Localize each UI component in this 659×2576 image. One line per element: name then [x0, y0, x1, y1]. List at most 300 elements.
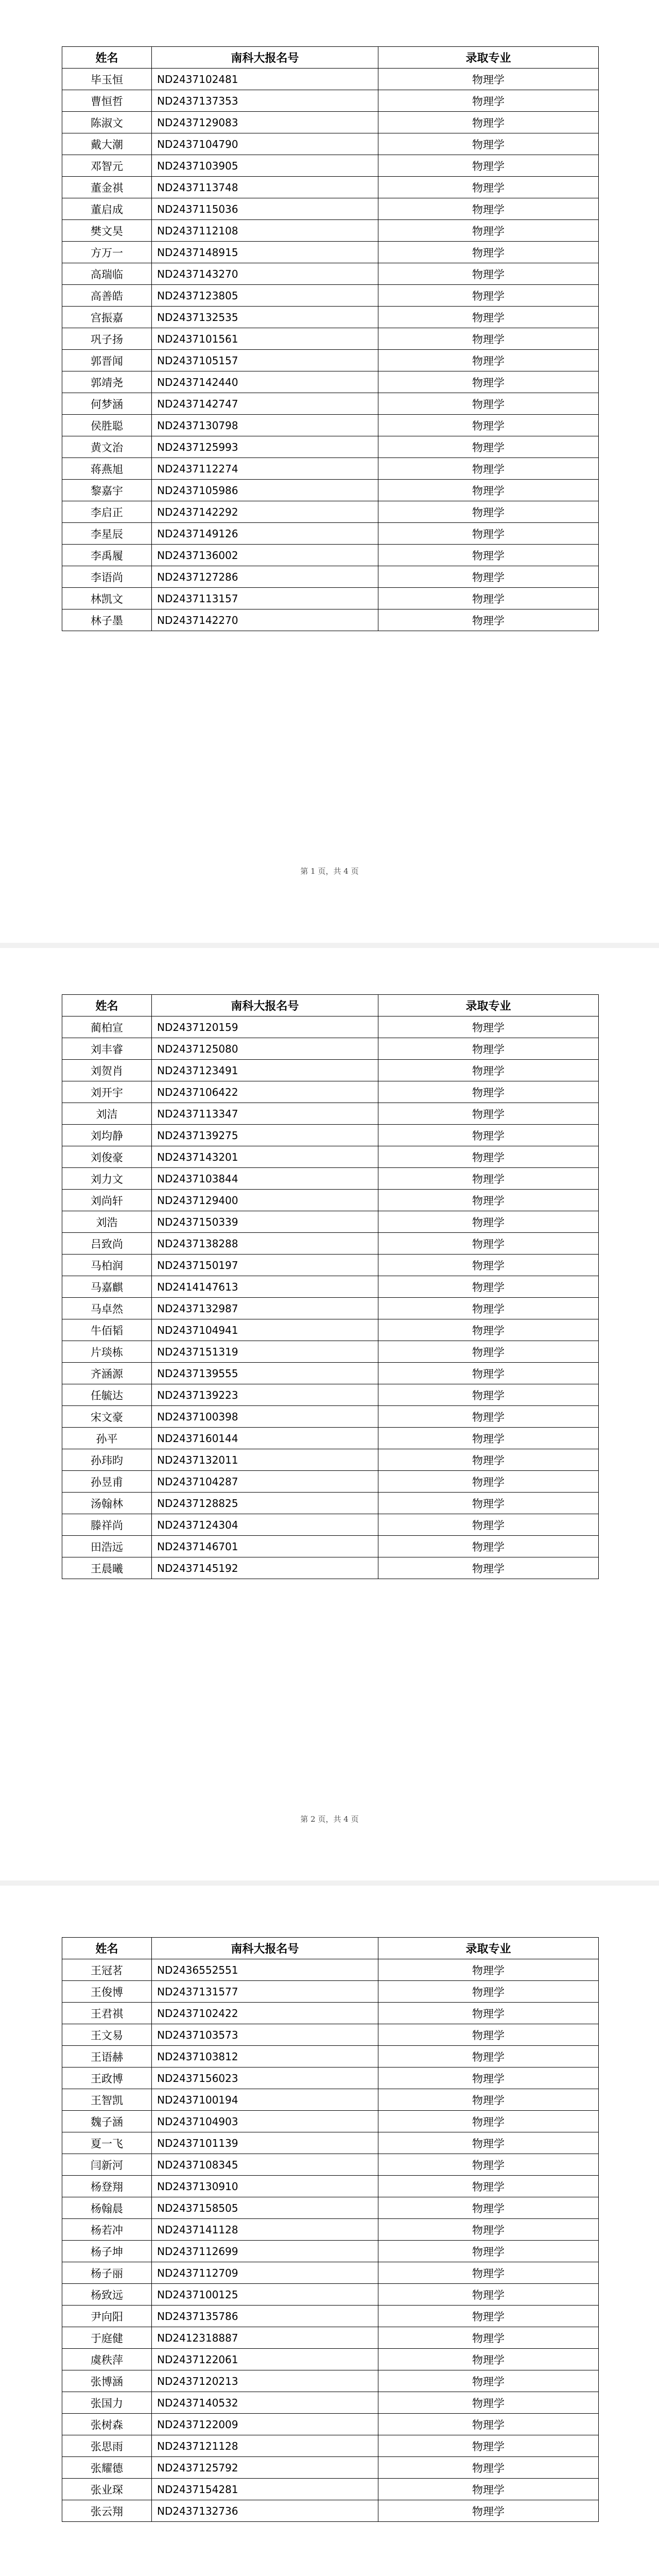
registration-number: ND2437130798 [152, 415, 378, 436]
registration-number: ND2437132011 [152, 1449, 378, 1471]
student-name: 杨子丽 [62, 2262, 152, 2284]
table-row [62, 2241, 599, 2262]
table-row [62, 1981, 599, 2003]
registration-number: ND2437149126 [152, 523, 378, 545]
registration-number: ND2437143270 [152, 263, 378, 285]
table-row [62, 1514, 599, 1536]
table-row [62, 1276, 599, 1298]
table-row [62, 2435, 599, 2457]
student-name: 林凯文 [62, 588, 152, 609]
table-row [62, 69, 599, 90]
admitted-major: 物理学 [378, 2111, 599, 2132]
table-row [62, 2024, 599, 2046]
table-row [62, 1168, 599, 1190]
header-major: 录取专业 [378, 995, 599, 1016]
admitted-major: 物理学 [378, 2024, 599, 2046]
admitted-major: 物理学 [378, 220, 599, 242]
admitted-major: 物理学 [378, 328, 599, 350]
student-name: 张业琛 [62, 2479, 152, 2500]
registration-number: ND2437139555 [152, 1363, 378, 1384]
student-name: 齐涵源 [62, 1363, 152, 1384]
student-name: 张耀德 [62, 2457, 152, 2479]
student-name: 林子墨 [62, 609, 152, 631]
registration-number: ND2437142440 [152, 371, 378, 393]
admitted-major: 物理学 [378, 2479, 599, 2500]
admitted-major: 物理学 [378, 1211, 599, 1233]
student-name: 邓智元 [62, 155, 152, 177]
student-name: 魏子涵 [62, 2111, 152, 2132]
student-name: 刘洁 [62, 1103, 152, 1125]
admitted-major: 物理学 [378, 2003, 599, 2024]
page-divider [0, 1880, 659, 1886]
table-row [62, 1557, 599, 1579]
header-major: 录取专业 [378, 47, 599, 69]
admitted-major: 物理学 [378, 2219, 599, 2241]
registration-number: ND2437143201 [152, 1146, 378, 1168]
admitted-major: 物理学 [378, 545, 599, 566]
admitted-major: 物理学 [378, 415, 599, 436]
admitted-major: 物理学 [378, 1471, 599, 1493]
registration-number: ND2437146701 [152, 1536, 378, 1557]
student-name: 黄文治 [62, 436, 152, 458]
registration-number: ND2437104941 [152, 1319, 378, 1341]
student-name: 黎嘉宇 [62, 480, 152, 501]
admitted-major: 物理学 [378, 1406, 599, 1428]
registration-number: ND2437113748 [152, 177, 378, 198]
student-name: 戴大潮 [62, 133, 152, 155]
admitted-major: 物理学 [378, 1190, 599, 1211]
registration-number: ND2437142270 [152, 609, 378, 631]
admitted-major: 物理学 [378, 1536, 599, 1557]
registration-number: ND2437156023 [152, 2067, 378, 2089]
student-name: 王政博 [62, 2067, 152, 2089]
registration-number: ND2437105157 [152, 350, 378, 371]
table-row [62, 350, 599, 371]
admitted-major: 物理学 [378, 285, 599, 307]
admitted-major: 物理学 [378, 1168, 599, 1190]
admitted-major: 物理学 [378, 1038, 599, 1060]
page-divider [0, 943, 659, 948]
registration-number: ND2437106422 [152, 1081, 378, 1103]
admitted-major: 物理学 [378, 1384, 599, 1406]
table-row [62, 263, 599, 285]
admitted-major: 物理学 [378, 1319, 599, 1341]
student-name: 毕玉恒 [62, 69, 152, 90]
admitted-major: 物理学 [378, 1493, 599, 1514]
table-header-row [62, 1938, 599, 1959]
student-name: 何梦涵 [62, 393, 152, 415]
table-row [62, 2219, 599, 2241]
registration-number: ND2437120213 [152, 2370, 378, 2392]
student-name: 任毓达 [62, 1384, 152, 1406]
admitted-major: 物理学 [378, 242, 599, 263]
table-row [62, 2089, 599, 2111]
registration-number: ND2437125993 [152, 436, 378, 458]
table-row [62, 1255, 599, 1276]
admitted-major: 物理学 [378, 2284, 599, 2306]
admitted-major: 物理学 [378, 1298, 599, 1319]
registration-number: ND2437123805 [152, 285, 378, 307]
admitted-major: 物理学 [378, 133, 599, 155]
header-name: 姓名 [62, 1938, 152, 1959]
registration-number: ND2437128825 [152, 1493, 378, 1514]
table-row [62, 2306, 599, 2327]
student-name: 杨翰晨 [62, 2197, 152, 2219]
student-name: 孙平 [62, 1428, 152, 1449]
admitted-major: 物理学 [378, 1449, 599, 1471]
table-row [62, 1493, 599, 1514]
student-name: 牛佰韬 [62, 1319, 152, 1341]
table-row [62, 328, 599, 350]
registration-number: ND2437112699 [152, 2241, 378, 2262]
admitted-major: 物理学 [378, 2457, 599, 2479]
registration-number: ND2437104790 [152, 133, 378, 155]
student-name: 董金祺 [62, 177, 152, 198]
admitted-major: 物理学 [378, 2262, 599, 2284]
header-number: 南科大报名号 [152, 47, 378, 69]
registration-number: ND2437130910 [152, 2176, 378, 2197]
table-row [62, 1319, 599, 1341]
table-row [62, 2414, 599, 2435]
table-row [62, 1363, 599, 1384]
admitted-major: 物理学 [378, 1081, 599, 1103]
admitted-major: 物理学 [378, 2349, 599, 2370]
registration-number: ND2437151319 [152, 1341, 378, 1363]
student-name: 王语赫 [62, 2046, 152, 2067]
table-row [62, 90, 599, 112]
admitted-major: 物理学 [378, 2435, 599, 2457]
admitted-major: 物理学 [378, 155, 599, 177]
table-row [62, 1536, 599, 1557]
admitted-major: 物理学 [378, 523, 599, 545]
student-name: 王晨曦 [62, 1557, 152, 1579]
table-row [62, 2370, 599, 2392]
admitted-major: 物理学 [378, 2392, 599, 2414]
registration-number: ND2437100125 [152, 2284, 378, 2306]
student-name: 樊文昊 [62, 220, 152, 242]
table-row [62, 393, 599, 415]
student-name: 杨若冲 [62, 2219, 152, 2241]
table-row [62, 436, 599, 458]
admitted-major: 物理学 [378, 198, 599, 220]
student-name: 尹向阳 [62, 2306, 152, 2327]
student-name: 刘贺肖 [62, 1060, 152, 1081]
table-row [62, 133, 599, 155]
student-name: 高瑞临 [62, 263, 152, 285]
admitted-major: 物理学 [378, 1276, 599, 1298]
student-name: 张云翔 [62, 2500, 152, 2522]
student-name: 蒋燕旭 [62, 458, 152, 480]
student-name: 李语尚 [62, 566, 152, 588]
student-name: 王君祺 [62, 2003, 152, 2024]
registration-number: ND2437125792 [152, 2457, 378, 2479]
table-row [62, 1298, 599, 1319]
table-row [62, 1103, 599, 1125]
student-name: 片琰栋 [62, 1341, 152, 1363]
student-name: 闫新河 [62, 2154, 152, 2176]
admitted-major: 物理学 [378, 1233, 599, 1255]
table-row [62, 177, 599, 198]
registration-number: ND2437113347 [152, 1103, 378, 1125]
registration-number: ND2437142292 [152, 501, 378, 523]
table-row [62, 2176, 599, 2197]
table-row [62, 1211, 599, 1233]
table-row [62, 2132, 599, 2154]
student-name: 滕祥尚 [62, 1514, 152, 1536]
admitted-major: 物理学 [378, 307, 599, 328]
table-row [62, 2500, 599, 2522]
student-name: 李启正 [62, 501, 152, 523]
registration-number: ND2437148915 [152, 242, 378, 263]
table-row [62, 588, 599, 609]
admitted-major: 物理学 [378, 1255, 599, 1276]
registration-number: ND2437102422 [152, 2003, 378, 2024]
table-row [62, 220, 599, 242]
table-row [62, 566, 599, 588]
table-row [62, 1081, 599, 1103]
admitted-major: 物理学 [378, 2306, 599, 2327]
table-row [62, 2392, 599, 2414]
student-name: 于庭健 [62, 2327, 152, 2349]
admitted-major: 物理学 [378, 2089, 599, 2111]
student-name: 夏一飞 [62, 2132, 152, 2154]
registration-number: ND2437112274 [152, 458, 378, 480]
registration-number: ND2437132535 [152, 307, 378, 328]
admitted-major: 物理学 [378, 1363, 599, 1384]
admitted-major: 物理学 [378, 501, 599, 523]
header-major: 录取专业 [378, 1938, 599, 1959]
student-name: 郭晋闻 [62, 350, 152, 371]
registration-number: ND2437160144 [152, 1428, 378, 1449]
table-row [62, 2067, 599, 2089]
admitted-major: 物理学 [378, 1514, 599, 1536]
registration-number: ND2437150197 [152, 1255, 378, 1276]
student-name: 李禹履 [62, 545, 152, 566]
student-name: 王俊博 [62, 1981, 152, 2003]
registration-number: ND2437123491 [152, 1060, 378, 1081]
admitted-major: 物理学 [378, 566, 599, 588]
table-header-row [62, 995, 599, 1016]
registration-number: ND2437112709 [152, 2262, 378, 2284]
admitted-major: 物理学 [378, 90, 599, 112]
table-row [62, 415, 599, 436]
registration-number: ND2437108345 [152, 2154, 378, 2176]
student-name: 刘丰睿 [62, 1038, 152, 1060]
registration-number: ND2437100194 [152, 2089, 378, 2111]
admitted-major: 物理学 [378, 1981, 599, 2003]
student-name: 虞秩萍 [62, 2349, 152, 2370]
student-name: 张国力 [62, 2392, 152, 2414]
student-name: 董启成 [62, 198, 152, 220]
table-row [62, 307, 599, 328]
table-row [62, 242, 599, 263]
admitted-major: 物理学 [378, 2197, 599, 2219]
header-name: 姓名 [62, 47, 152, 69]
table-row [62, 1959, 599, 1981]
admitted-major: 物理学 [378, 1103, 599, 1125]
header-number: 南科大报名号 [152, 1938, 378, 1959]
student-name: 蔺柏宣 [62, 1016, 152, 1038]
registration-number: ND2437131577 [152, 1981, 378, 2003]
admitted-major: 物理学 [378, 588, 599, 609]
student-name: 刘力文 [62, 1168, 152, 1190]
registration-number: ND2437102481 [152, 69, 378, 90]
table-row [62, 523, 599, 545]
admitted-major: 物理学 [378, 350, 599, 371]
registration-number: ND2437120159 [152, 1016, 378, 1038]
admission-table [62, 994, 599, 1579]
student-name: 吕致尚 [62, 1233, 152, 1255]
student-name: 宫振嘉 [62, 307, 152, 328]
student-name: 郭靖尧 [62, 371, 152, 393]
registration-number: ND2437139223 [152, 1384, 378, 1406]
registration-number: ND2437122009 [152, 2414, 378, 2435]
student-name: 张树森 [62, 2414, 152, 2435]
student-name: 方万一 [62, 242, 152, 263]
registration-number: ND2437154281 [152, 2479, 378, 2500]
admitted-major: 物理学 [378, 1428, 599, 1449]
table-row [62, 1146, 599, 1168]
admitted-major: 物理学 [378, 609, 599, 631]
registration-number: ND2437127286 [152, 566, 378, 588]
student-name: 刘开宇 [62, 1081, 152, 1103]
table-row [62, 112, 599, 133]
table-row [62, 2457, 599, 2479]
admitted-major: 物理学 [378, 2067, 599, 2089]
table-row [62, 1341, 599, 1363]
student-name: 孙玮昀 [62, 1449, 152, 1471]
registration-number: ND2437138288 [152, 1233, 378, 1255]
student-name: 高善皓 [62, 285, 152, 307]
registration-number: ND2437105986 [152, 480, 378, 501]
table-row [62, 1233, 599, 1255]
student-name: 巩子扬 [62, 328, 152, 350]
registration-number: ND2437137353 [152, 90, 378, 112]
registration-number: ND2437103812 [152, 2046, 378, 2067]
registration-number: ND2437103844 [152, 1168, 378, 1190]
student-name: 马卓然 [62, 1298, 152, 1319]
registration-number: ND2437132987 [152, 1298, 378, 1319]
registration-number: ND2437113157 [152, 588, 378, 609]
admitted-major: 物理学 [378, 458, 599, 480]
registration-number: ND2437129400 [152, 1190, 378, 1211]
table-row [62, 2111, 599, 2132]
student-name: 张思雨 [62, 2435, 152, 2457]
admitted-major: 物理学 [378, 1959, 599, 1981]
table-row [62, 1016, 599, 1038]
registration-number: ND2437103905 [152, 155, 378, 177]
registration-number: ND2436552551 [152, 1959, 378, 1981]
admitted-major: 物理学 [378, 436, 599, 458]
student-name: 马柏润 [62, 1255, 152, 1276]
table-header-row [62, 47, 599, 69]
admitted-major: 物理学 [378, 69, 599, 90]
student-name: 汤翰林 [62, 1493, 152, 1514]
registration-number: ND2437150339 [152, 1211, 378, 1233]
student-name: 孙昱甫 [62, 1471, 152, 1493]
admission-table [62, 1937, 599, 2522]
registration-number: ND2437100398 [152, 1406, 378, 1428]
registration-number: ND2437132736 [152, 2500, 378, 2522]
student-name: 马嘉麒 [62, 1276, 152, 1298]
student-name: 刘均静 [62, 1125, 152, 1146]
table-row [62, 1406, 599, 1428]
registration-number: ND2437112108 [152, 220, 378, 242]
registration-number: ND2437145192 [152, 1557, 378, 1579]
registration-number: ND2437129083 [152, 112, 378, 133]
table-row [62, 1038, 599, 1060]
table-row [62, 1190, 599, 1211]
admitted-major: 物理学 [378, 263, 599, 285]
student-name: 李星辰 [62, 523, 152, 545]
table-row [62, 2197, 599, 2219]
registration-number: ND2437104903 [152, 2111, 378, 2132]
student-name: 侯胜聪 [62, 415, 152, 436]
table-row [62, 480, 599, 501]
table-row [62, 2327, 599, 2349]
admitted-major: 物理学 [378, 371, 599, 393]
student-name: 杨子坤 [62, 2241, 152, 2262]
registration-number: ND2437125080 [152, 1038, 378, 1060]
admitted-major: 物理学 [378, 2176, 599, 2197]
table-row [62, 1384, 599, 1406]
registration-number: ND2437103573 [152, 2024, 378, 2046]
student-name: 杨致远 [62, 2284, 152, 2306]
admitted-major: 物理学 [378, 1146, 599, 1168]
table-row [62, 285, 599, 307]
page-footer: 第 2 页，共 4 页 [300, 1815, 359, 1824]
table-row [62, 1428, 599, 1449]
header-name: 姓名 [62, 995, 152, 1016]
table-row [62, 198, 599, 220]
student-name: 王文易 [62, 2024, 152, 2046]
page-footer: 第 1 页，共 4 页 [300, 867, 359, 876]
admitted-major: 物理学 [378, 1060, 599, 1081]
student-name: 刘俊豪 [62, 1146, 152, 1168]
table-row [62, 1125, 599, 1146]
registration-number: ND2414147613 [152, 1276, 378, 1298]
admitted-major: 物理学 [378, 2154, 599, 2176]
admitted-major: 物理学 [378, 1341, 599, 1363]
table-row [62, 2349, 599, 2370]
table-row [62, 609, 599, 631]
admitted-major: 物理学 [378, 2327, 599, 2349]
table-row [62, 2003, 599, 2024]
admitted-major: 物理学 [378, 2241, 599, 2262]
student-name: 宋文豪 [62, 1406, 152, 1428]
admitted-major: 物理学 [378, 480, 599, 501]
registration-number: ND2437140532 [152, 2392, 378, 2414]
registration-number: ND2437142747 [152, 393, 378, 415]
table-row [62, 155, 599, 177]
registration-number: ND2437101561 [152, 328, 378, 350]
table-row [62, 458, 599, 480]
registration-number: ND2437101139 [152, 2132, 378, 2154]
registration-number: ND2437122061 [152, 2349, 378, 2370]
admitted-major: 物理学 [378, 2414, 599, 2435]
admitted-major: 物理学 [378, 2370, 599, 2392]
admitted-major: 物理学 [378, 1557, 599, 1579]
registration-number: ND2437135786 [152, 2306, 378, 2327]
registration-number: ND2437136002 [152, 545, 378, 566]
registration-number: ND2437121128 [152, 2435, 378, 2457]
table-row [62, 1449, 599, 1471]
table-row [62, 2046, 599, 2067]
registration-number: ND2437139275 [152, 1125, 378, 1146]
registration-number: ND2437115036 [152, 198, 378, 220]
table-row [62, 1471, 599, 1493]
student-name: 杨登翔 [62, 2176, 152, 2197]
